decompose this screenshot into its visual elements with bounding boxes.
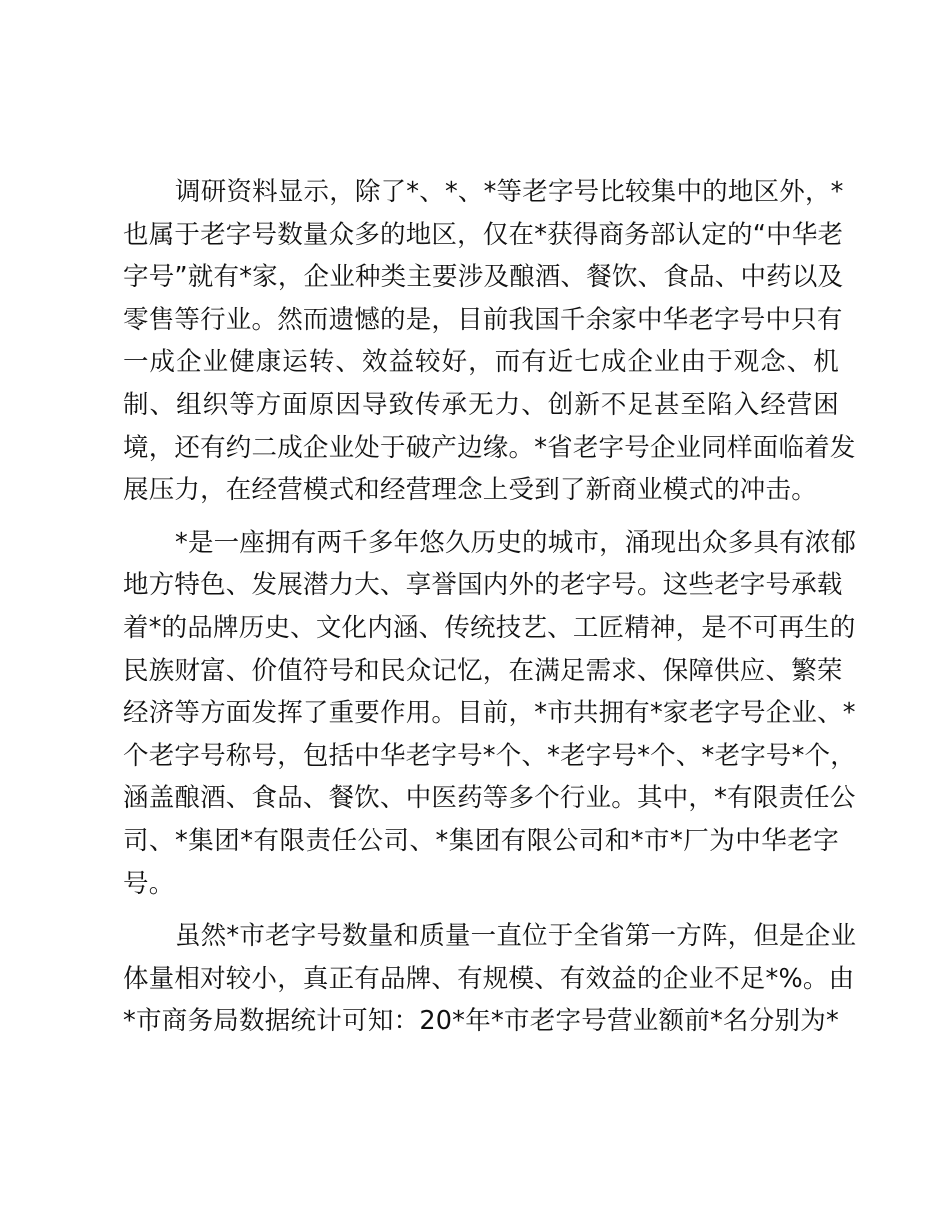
paragraph-1 bbox=[123, 171, 856, 512]
text-line: 个老字号称号，包括中华老字号*个、*老字号*个、*老字号*个， bbox=[123, 740, 856, 771]
text-line: 一成企业健康运转、效益较好，而有近七成企业由于观念、机 bbox=[123, 347, 839, 378]
paragraph-3 bbox=[123, 915, 857, 1043]
text-line: 展压力，在经营模式和经营理念上受到了新商业模式的冲击。 bbox=[123, 475, 817, 506]
text-line: 调研资料显示，除了*、*、*等老字号比较集中的地区外，* bbox=[175, 177, 844, 207]
text-line: 虽然*市老字号数量和质量一直位于全省第一方阵，但是企业 bbox=[175, 921, 857, 952]
text-line: 司、*集团*有限责任公司、*集团有限公司和*市*厂为中华老字 bbox=[123, 825, 839, 856]
text-line: 零售等行业。然而遗憾的是，目前我国千余家中华老字号中只有 bbox=[123, 304, 843, 335]
text-line: 着*的品牌历史、文化内涵、传统技艺、工匠精神，是不可再生的 bbox=[123, 612, 856, 643]
text-line: *市商务局数据统计可知：20*年*市老字号营业额前*名分别为* bbox=[123, 1006, 839, 1037]
text-line: 也属于老字号数量众多的地区，仅在*获得商务部认定的“中华老 bbox=[123, 219, 844, 250]
text-line: 号。 bbox=[123, 868, 175, 899]
text-line: 涵盖酿酒、食品、餐饮、中医药等多个行业。其中，*有限责任公 bbox=[123, 783, 856, 814]
text-line: 地方特色、发展潜力大、享誉国内外的老字号。这些老字号承载 bbox=[123, 570, 843, 601]
text-line: 民族财富、价值符号和民众记忆，在满足需求、保障供应、繁荣 bbox=[123, 655, 843, 686]
text-line: 体量相对较小，真正有品牌、有规模、有效益的企业不足*%。由 bbox=[123, 963, 855, 994]
text-line: 经济等方面发挥了重要作用。目前，*市共拥有*家老字号企业、* bbox=[123, 698, 856, 729]
text-line: 境，还有约二成企业处于破产边缘。*省老字号企业同样面临着发 bbox=[123, 432, 856, 463]
document-body bbox=[123, 171, 857, 1053]
text-line: *是一座拥有两千多年悠久历史的城市，涌现出众多具有浓郁 bbox=[175, 527, 857, 558]
text-line: 字号”就有*家，企业种类主要涉及酿酒、餐饮、食品、中药以及 bbox=[123, 262, 844, 293]
text-line: 制、组织等方面原因导致传承无力、创新不足甚至陷入经营困 bbox=[123, 389, 839, 420]
paragraph-2 bbox=[123, 522, 857, 905]
